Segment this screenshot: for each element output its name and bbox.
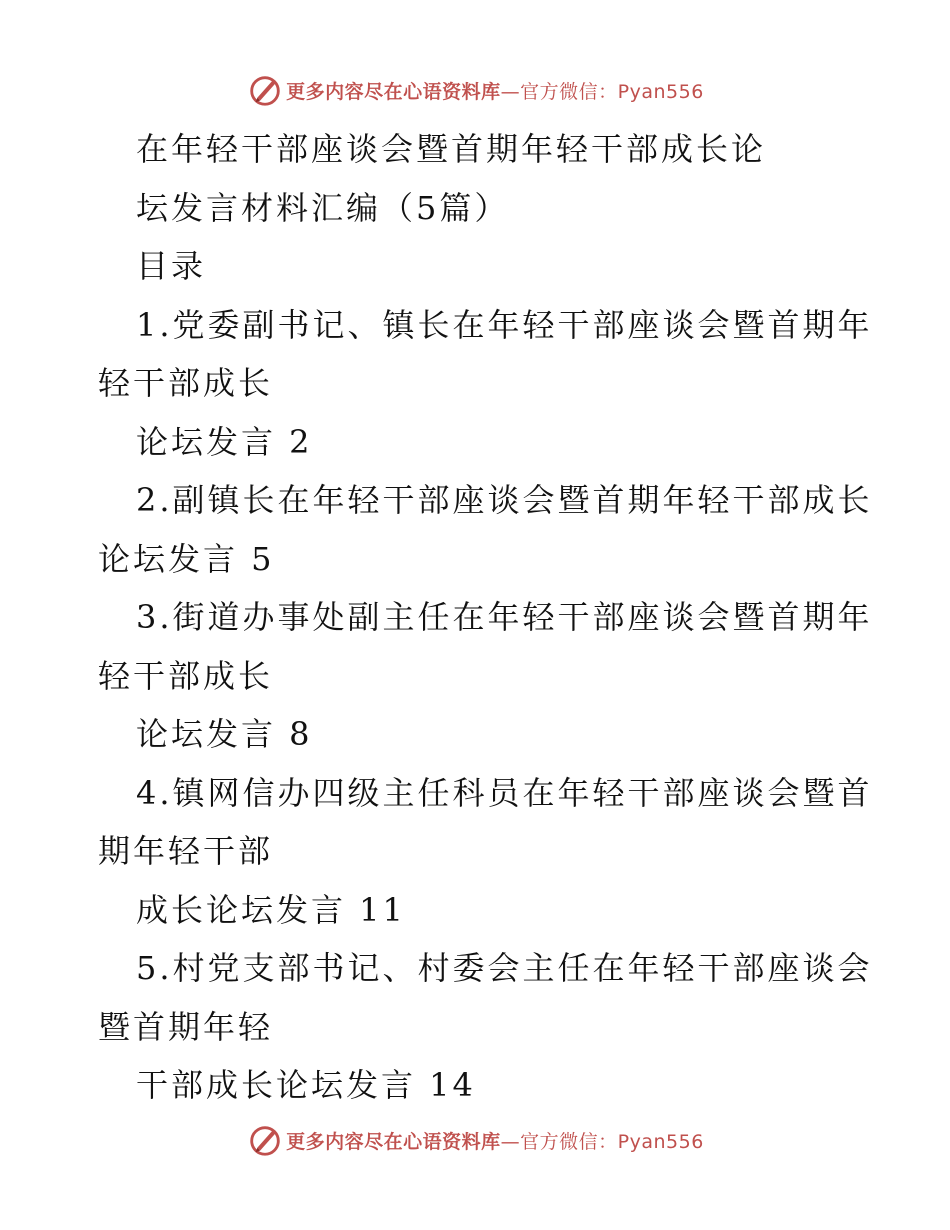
- watermark-brand: 更多内容尽在心语资料库: [286, 80, 501, 103]
- toc-item-2-line-2: 论坛发言 5: [98, 539, 275, 578]
- toc-item-1-line-1: 1.党委副书记、镇长在年轻干部座谈会暨首期年: [136, 305, 873, 344]
- document-body: [98, 120, 873, 1115]
- watermark-contact: —官方微信：Pyan556: [500, 80, 704, 103]
- toc-item-1-line-2: 轻干部成长: [98, 364, 274, 402]
- toc-item-4-line-2: 期年轻干部: [98, 832, 274, 870]
- toc-item-5-line-3: 干部成长论坛发言 14: [136, 1066, 476, 1104]
- doc-title-line-1: 在年轻干部座谈会暨首期年轻干部成长论: [136, 130, 767, 168]
- doc-title-line-2: 坛发言材料汇编（5篇）: [136, 188, 510, 227]
- toc-item-3-line-2: 轻干部成长: [98, 656, 274, 695]
- watermark-brand: 更多内容尽在心语资料库: [286, 1130, 501, 1153]
- pen-logo-icon: [246, 71, 284, 109]
- toc-item-2-line-1: 2.副镇长在年轻干部座谈会暨首期年轻干部成长: [136, 481, 873, 519]
- toc-item-5-line-1: 5.村党支部书记、村委会主任在年轻干部座谈会: [136, 949, 873, 987]
- toc-heading: 目录: [136, 247, 207, 285]
- toc-item-3-line-1: 3.街道办事处副主任在年轻干部座谈会暨首期年: [136, 598, 873, 636]
- watermark-contact: —官方微信：Pyan556: [500, 1130, 704, 1153]
- toc-item-1-line-3: 论坛发言 2: [136, 422, 313, 461]
- toc-item-4-line-3: 成长论坛发言 11: [136, 890, 406, 929]
- toc-item-4-line-1: 4.镇网信办四级主任科员在年轻干部座谈会暨首: [136, 773, 873, 812]
- pen-logo-icon: [246, 1121, 284, 1159]
- toc-item-5-line-2: 暨首期年轻: [98, 1007, 274, 1046]
- watermark-banner-bottom: [0, 1120, 950, 1160]
- watermark-banner-top: [0, 70, 950, 110]
- toc-item-3-line-3: 论坛发言 8: [136, 715, 313, 753]
